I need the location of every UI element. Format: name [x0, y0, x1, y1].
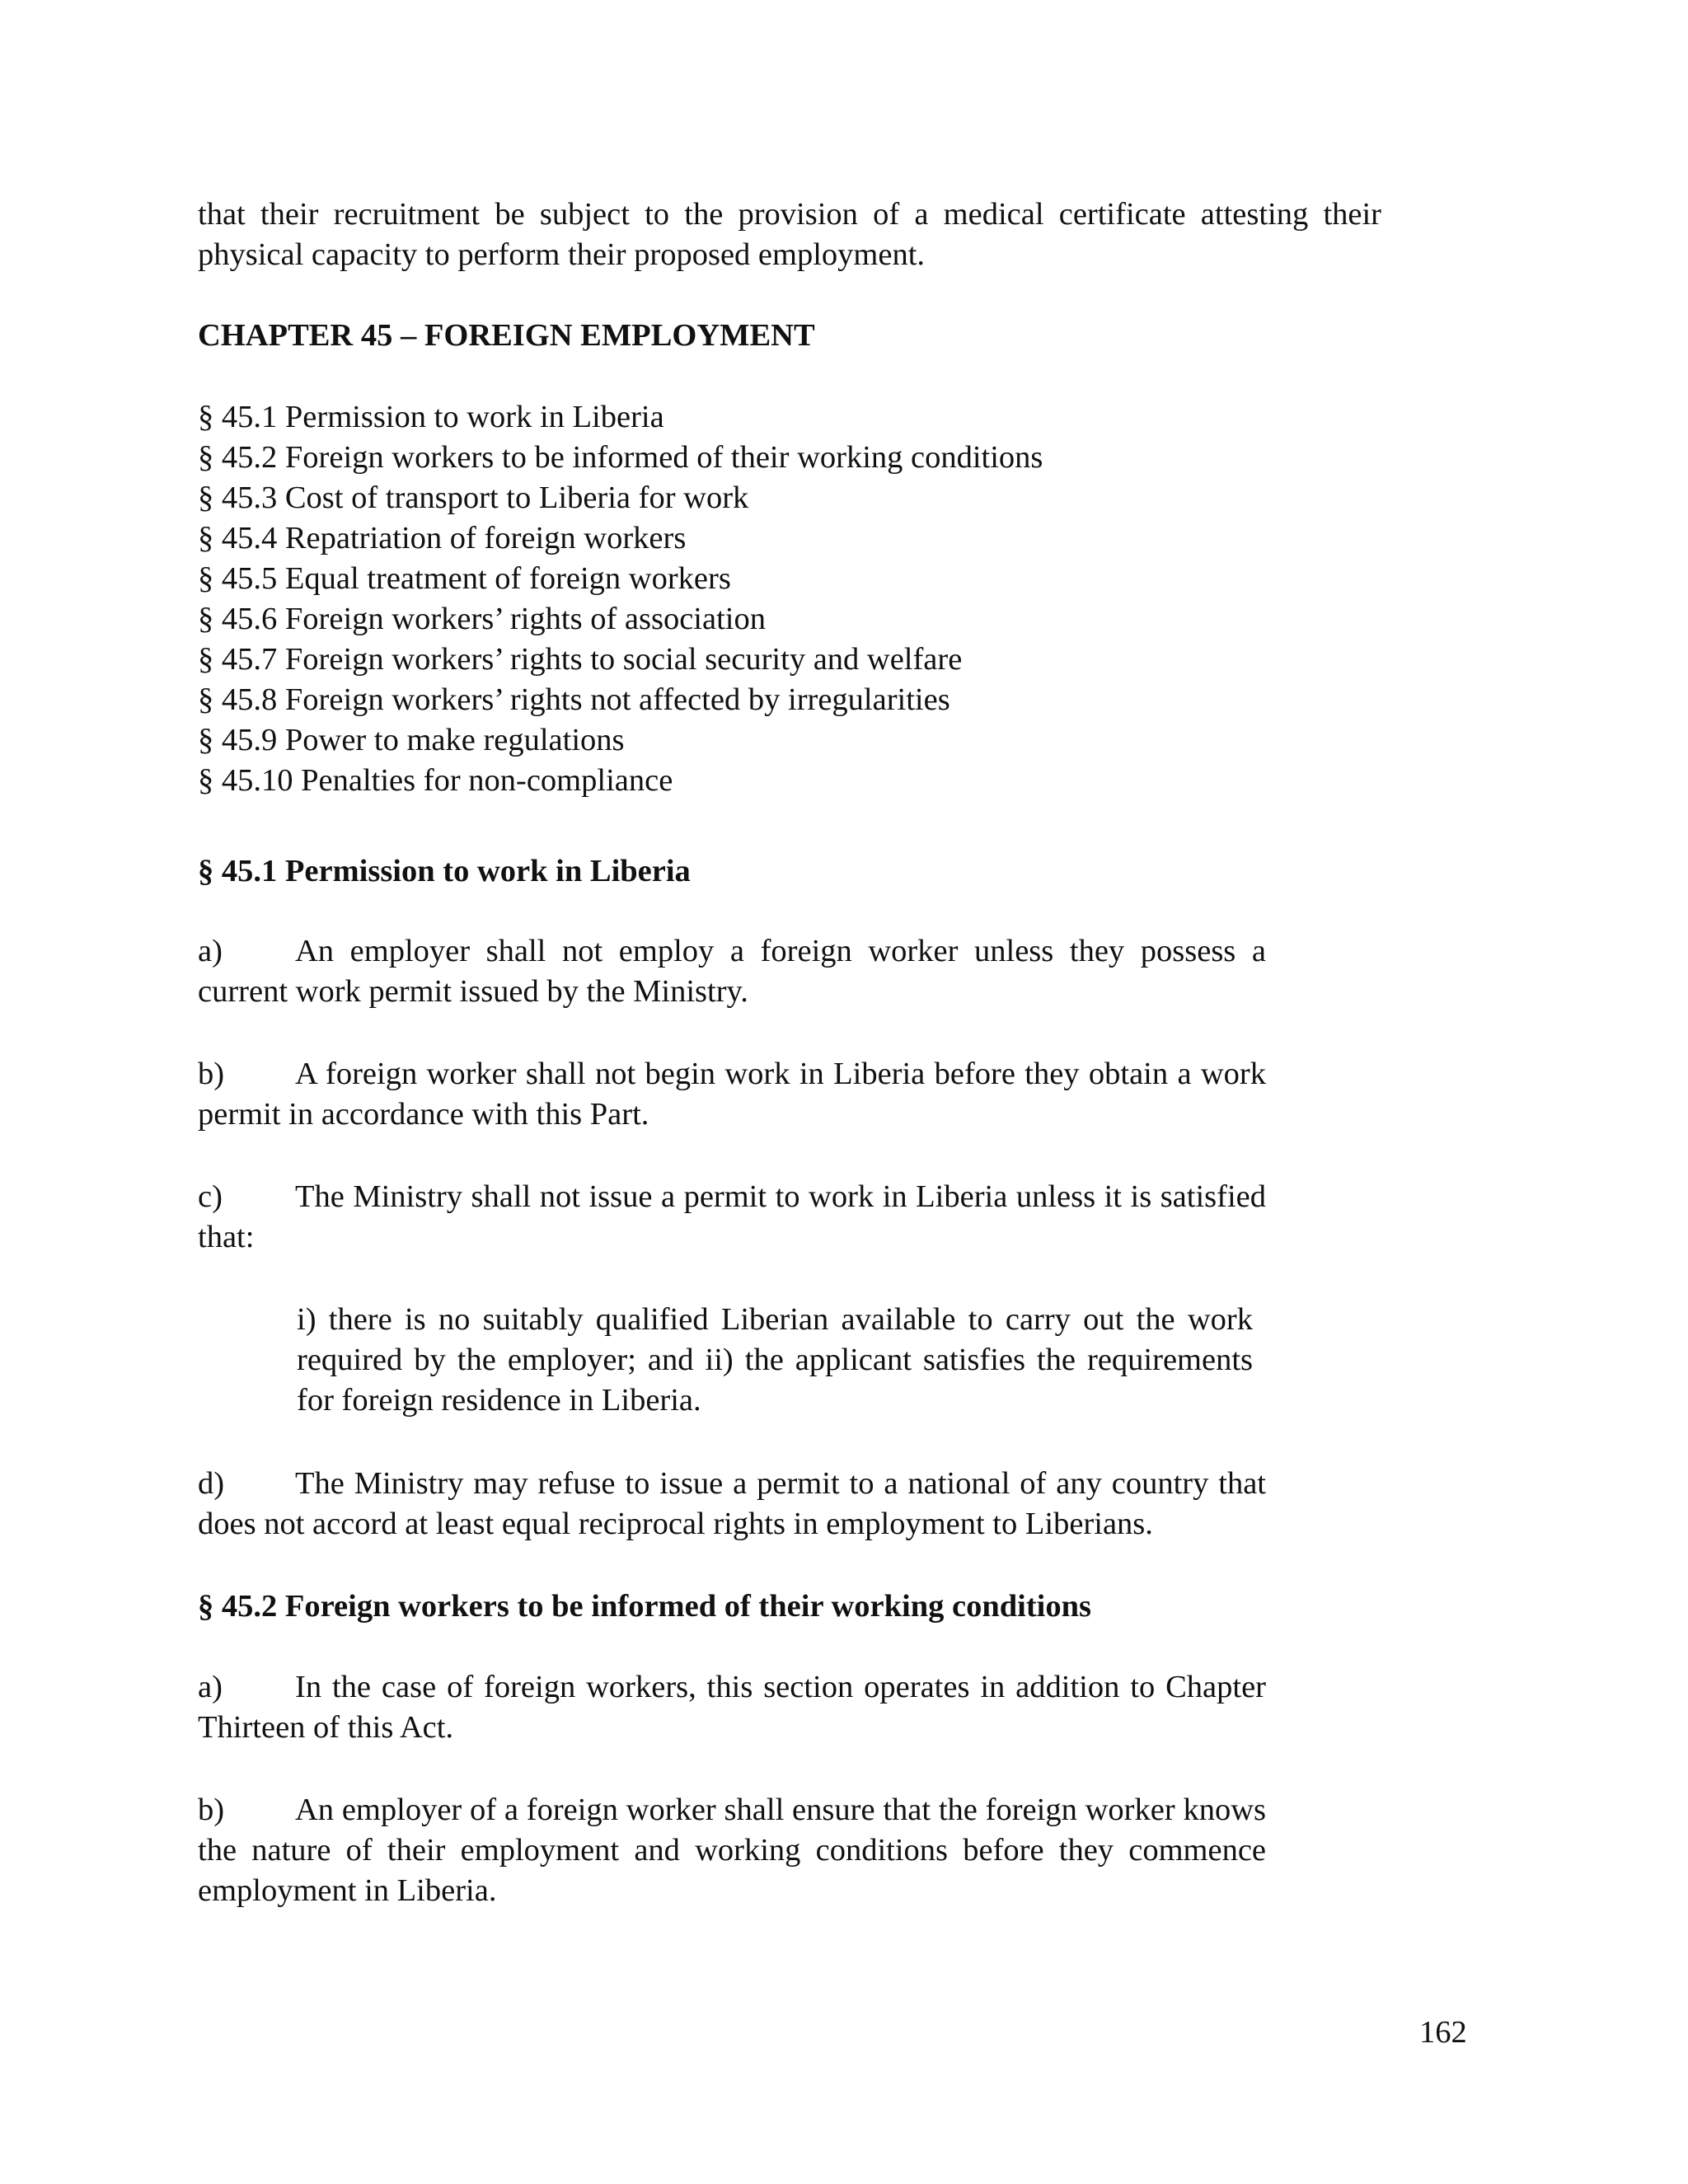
paragraph-text: In the case of foreign workers, this section operates in addition to Chapter Thirteen of this Act. [198, 1670, 1266, 1745]
section-45-1-paragraph-d [198, 1464, 1266, 1544]
paragraph-label: a) [198, 1670, 223, 1704]
paragraph-text: The Ministry may refuse to issue a permit to a national of any country that does not accord at least equal reciprocal rights in employment to Liberians. [198, 1466, 1266, 1541]
contents-item: § 45.4 Repatriation of foreign workers [198, 521, 687, 555]
section-45-1-paragraph-b [198, 1054, 1266, 1135]
contents-item: § 45.7 Foreign workers’ rights to social security and welfare [198, 642, 963, 677]
paragraph-text: The Ministry shall not issue a permit to work in Liberia unless it is satisfied that: [198, 1179, 1266, 1254]
page-number: 162 [1419, 2015, 1467, 2050]
section-45-1-heading: § 45.1 Permission to work in Liberia [198, 854, 691, 888]
section-45-2-paragraph-a [198, 1667, 1266, 1748]
chapter-title: CHAPTER 45 – FOREIGN EMPLOYMENT [198, 318, 815, 353]
paragraph-label: b) [198, 1793, 225, 1827]
continuation-paragraph: that their recruitment be subject to the provision of a medical certificate attesting their physical capacity to perform their proposed employment. [198, 197, 1381, 272]
paragraph-label: d) [198, 1466, 225, 1501]
contents-item: § 45.6 Foreign workers’ rights of association [198, 602, 766, 636]
contents-item: § 45.5 Equal treatment of foreign workers [198, 561, 731, 596]
table-of-contents [198, 397, 1043, 801]
paragraph-text: A foreign worker shall not begin work in Liberia before they obtain a work permit in accordance with this Part. [198, 1057, 1266, 1132]
paragraph-label: c) [198, 1179, 223, 1214]
section-45-1-subitems: i) there is no suitably qualified Liberian available to carry out the work required by the employer; and ii) the applicant satisfies the requirements for foreign residence in Liberia. [297, 1302, 1253, 1418]
section-45-1-paragraph-c [198, 1177, 1266, 1258]
paragraph-text: An employer of a foreign worker shall ensure that the foreign worker knows the nature of their employment and working conditions before they commence employment in Liberia. [198, 1793, 1266, 1908]
contents-item: § 45.1 Permission to work in Liberia [198, 400, 664, 434]
contents-item: § 45.10 Penalties for non-compliance [198, 763, 673, 798]
paragraph-label: a) [198, 934, 223, 968]
section-45-1-paragraph-a [198, 931, 1266, 1012]
contents-item: § 45.3 Cost of transport to Liberia for work [198, 480, 749, 515]
section-45-2-paragraph-b [198, 1790, 1266, 1911]
contents-item: § 45.8 Foreign workers’ rights not affected by irregularities [198, 682, 950, 717]
paragraph-text: An employer shall not employ a foreign worker unless they possess a current work permit issued by the Ministry. [198, 934, 1266, 1009]
paragraph-label: b) [198, 1057, 225, 1091]
contents-item: § 45.9 Power to make regulations [198, 723, 625, 757]
section-45-2-heading: § 45.2 Foreign workers to be informed of their working conditions [198, 1589, 1092, 1624]
contents-item: § 45.2 Foreign workers to be informed of their working conditions [198, 440, 1043, 475]
